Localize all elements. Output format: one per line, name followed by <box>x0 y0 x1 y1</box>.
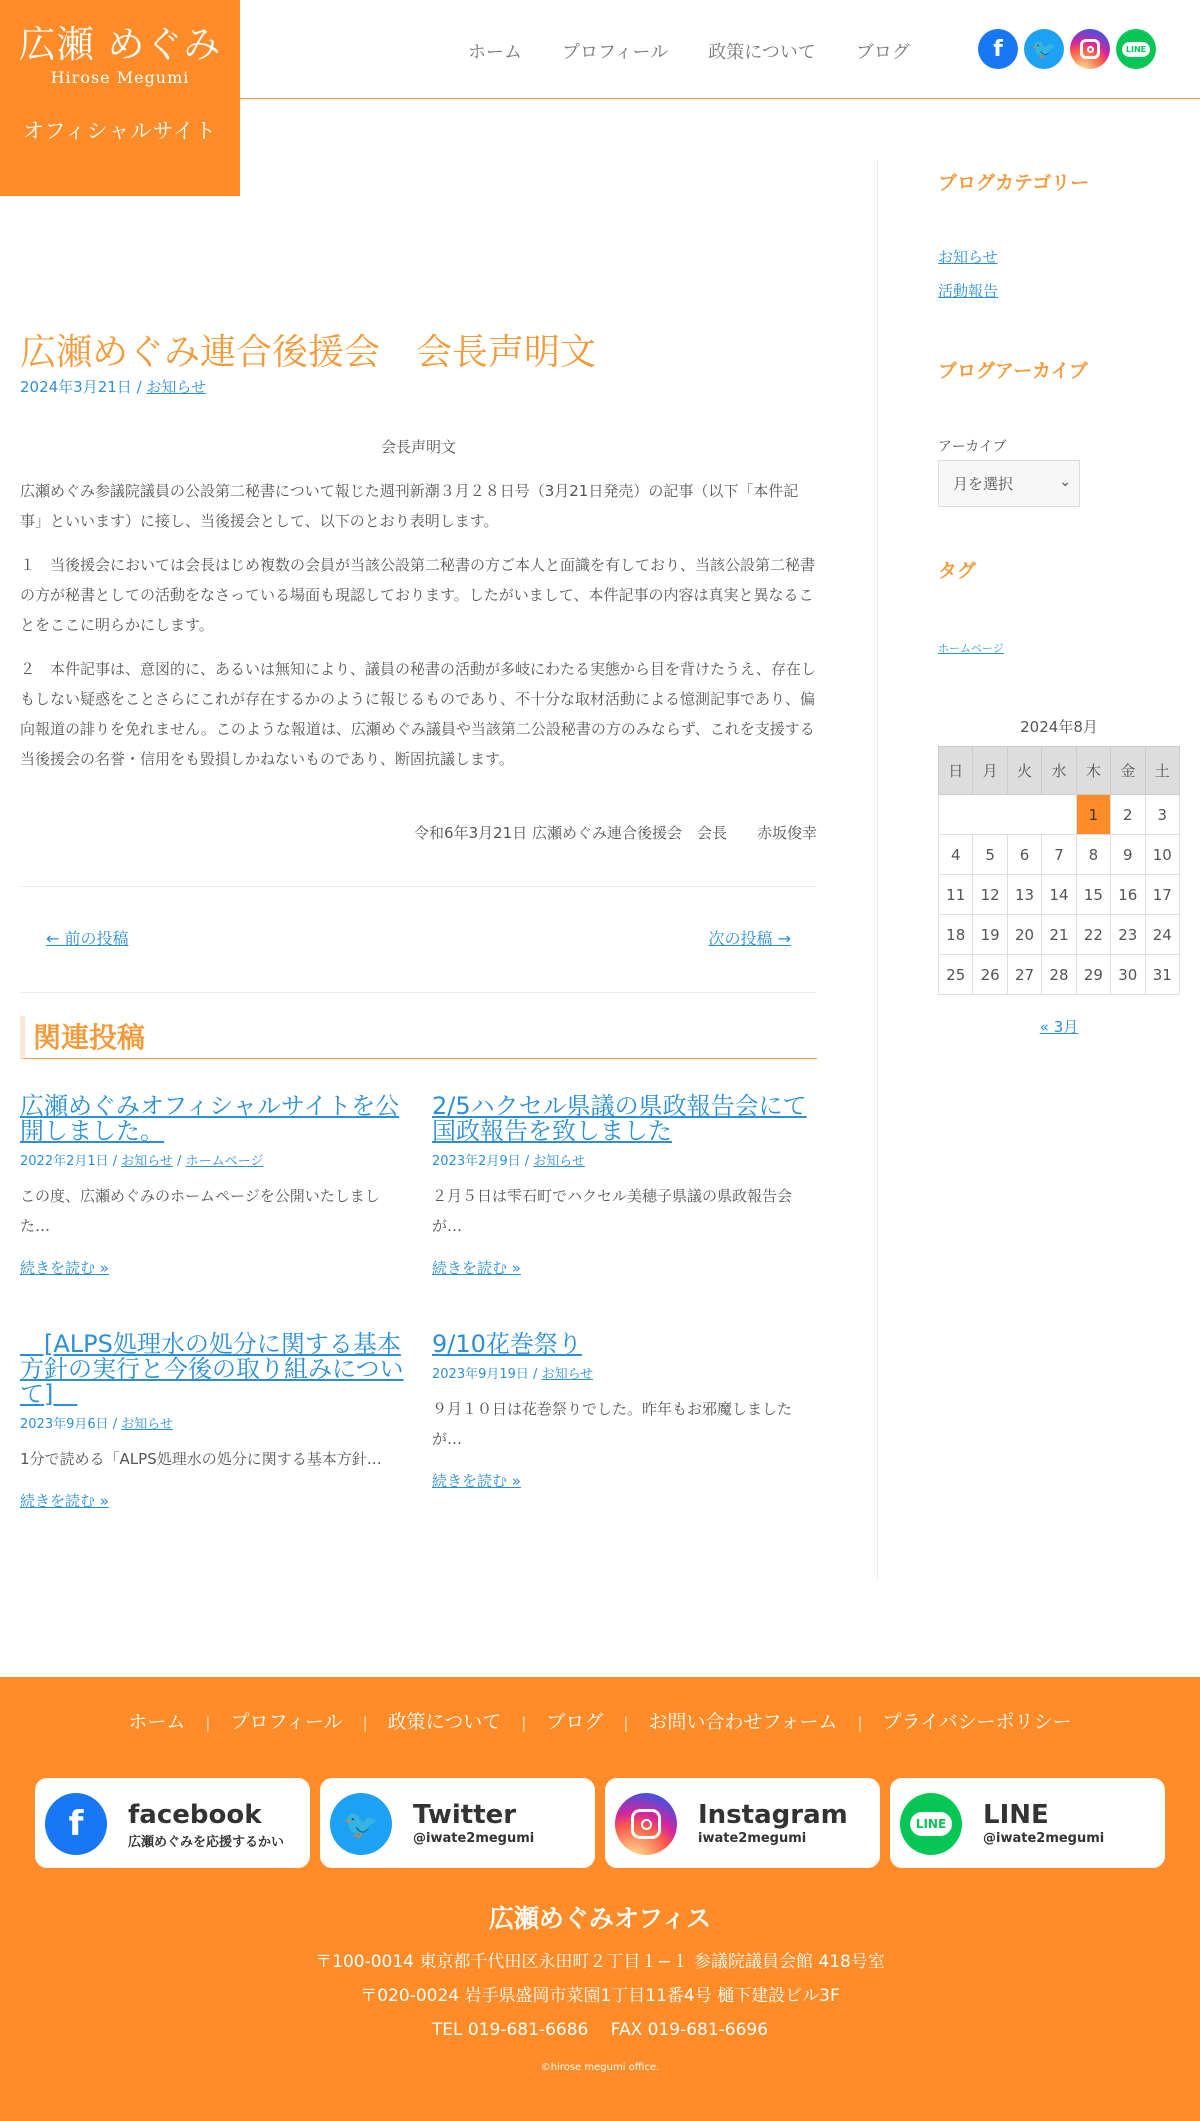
post-paragraph: ２ 本件記事は、意図的に、あるいは無知により、議員の秘書の活動が多岐にわたる実態から目を背けたうえ、存在しもしない疑惑をことさらにこれが存在するかのように報じるものであり、不十分な取材活動による憶測記事であり、偏向報道の誹りを免れません。このような報道は、広瀬めぐみ議員や当該第二公設秘書の方のみならず、これを支援する当後援会の名誉・信用をも毀損しかねないものであり、断固抗議します。 <box>20 660 816 768</box>
blog-archive-heading: ブログアーカイブ <box>938 360 1088 382</box>
calendar-day: 5 <box>973 835 1007 875</box>
morioka-address: 〒020-0024 岩手県盛岡市菜園1丁目11番4号 樋下建設ビル3F <box>360 1986 840 2006</box>
calendar-day: 2 <box>1111 795 1145 835</box>
post-title: 広瀬めぐみ連合後援会 会長声明文 <box>20 332 597 373</box>
card-name: LINE <box>983 1800 1049 1830</box>
related-post-excerpt: 1分で読める「ALPS処理水の処分に関する基本方針… <box>20 1450 382 1468</box>
footer-nav-blog[interactable]: ブログ <box>546 1711 604 1733</box>
calendar-day: 14 <box>1042 875 1076 915</box>
separator: | <box>521 1714 527 1732</box>
site-logo[interactable] <box>0 0 240 196</box>
next-post-link[interactable]: 次の投稿 → <box>708 929 791 948</box>
related-post-meta: 2023年2月9日 / お知らせ <box>432 1154 585 1169</box>
instagram-card[interactable] <box>605 1778 880 1868</box>
office-name: 広瀬めぐみオフィス <box>488 1904 712 1933</box>
facebook-icon[interactable]: f <box>978 29 1018 69</box>
category-link-activity[interactable]: 活動報告 <box>938 282 999 300</box>
blog-category-heading: ブログカテゴリー <box>938 172 1090 194</box>
tag-heading: タグ <box>938 560 977 582</box>
logo-name: 広瀬 めぐみ <box>18 23 222 66</box>
archive-month-select[interactable] <box>938 460 1080 507</box>
calendar-day: 10 <box>1145 835 1179 875</box>
related-post <box>20 1332 405 1511</box>
calendar-day: 17 <box>1145 875 1179 915</box>
prev-post-link[interactable]: ← 前の投稿 <box>46 929 129 948</box>
archive-select-value: 月を選択 <box>953 475 1014 493</box>
calendar-weekday: 土 <box>1145 747 1179 795</box>
facebook-icon: f <box>45 1793 107 1855</box>
chevron-down-icon: ⌄ <box>1059 474 1071 490</box>
read-more-link[interactable]: 続きを読む » <box>432 1259 521 1277</box>
nav-policy[interactable]: 政策について <box>708 42 816 63</box>
related-posts-heading: 関連投稿 <box>20 1016 817 1059</box>
tag-link-homepage[interactable]: ホームページ <box>938 642 1004 655</box>
separator: | <box>362 1714 368 1732</box>
card-name: Twitter <box>413 1800 517 1830</box>
related-post-meta: 2023年9月19日 / お知らせ <box>432 1367 594 1382</box>
statement-signature: 令和6年3月21日 広瀬めぐみ連合後援会 会長 赤坂俊幸 <box>414 824 817 842</box>
footer-nav-privacy[interactable]: プライバシーポリシー <box>882 1711 1072 1733</box>
nav-profile[interactable]: プロフィール <box>562 42 669 63</box>
contact-numbers: TEL 019-681-6686 FAX 019-681-6696 <box>431 2020 769 2040</box>
site-header <box>0 0 1200 143</box>
separator: | <box>623 1714 629 1732</box>
related-post-excerpt: ９月１０日は花巻祭りでした。昨年もお邪魔しましたが… <box>432 1400 793 1448</box>
calendar-day: 7 <box>1042 835 1076 875</box>
logo-official-label: オフィシャルサイト <box>23 119 217 143</box>
line-icon: LINE <box>900 1793 962 1855</box>
related-post-date: 2022年2月1日 <box>20 1154 109 1169</box>
related-post-excerpt: ２月５日は雫石町でハクセル美穂子県議の県政報告会が… <box>432 1187 793 1235</box>
calendar-week <box>939 835 1180 875</box>
card-sub: 広瀬めぐみを応援するかい <box>128 1835 285 1850</box>
calendar-day: 22 <box>1076 915 1110 955</box>
twitter-icon: 🐦 <box>330 1793 392 1855</box>
calendar-day: 12 <box>973 875 1007 915</box>
related-post-category[interactable]: お知らせ <box>121 1417 173 1432</box>
post-meta: 2024年3月21日 / お知らせ <box>20 378 206 396</box>
related-post <box>432 1332 817 1491</box>
calendar-day: 21 <box>1042 915 1076 955</box>
calendar-weekday: 月 <box>973 747 1007 795</box>
related-post-date: 2023年2月9日 <box>432 1154 521 1169</box>
facebook-card[interactable] <box>35 1778 310 1868</box>
related-post-meta: 2022年2月1日 / お知らせ / ホームページ <box>20 1154 264 1169</box>
separator: | <box>205 1714 211 1732</box>
calendar-day: 16 <box>1111 875 1145 915</box>
footer-nav <box>0 1707 1200 1734</box>
divider <box>20 992 817 993</box>
related-post-date: 2023年9月6日 <box>20 1417 109 1432</box>
archive-label: アーカイブ <box>938 439 1007 455</box>
blog-calendar <box>938 746 1180 995</box>
calendar-weekday: 金 <box>1111 747 1145 795</box>
calendar-day: 1 <box>1076 795 1110 835</box>
calendar-week <box>939 915 1180 955</box>
main-nav <box>468 38 950 64</box>
calendar-day: 27 <box>1007 955 1041 995</box>
header-social-links <box>978 29 1162 69</box>
calendar-day: 13 <box>1007 875 1041 915</box>
calendar-day: 30 <box>1111 955 1145 995</box>
calendar-day: 28 <box>1042 955 1076 995</box>
tokyo-address: 〒100-0014 東京都千代田区永田町２丁目１−１ 参議院議員会館 418号室 <box>315 1952 885 1972</box>
read-more-link[interactable]: 続きを読む » <box>20 1259 109 1277</box>
calendar-week <box>939 955 1180 995</box>
nav-blog[interactable]: ブログ <box>855 42 910 63</box>
related-post-title[interactable]: 9/10花巻祭り <box>432 1330 582 1358</box>
calendar-day: 9 <box>1111 835 1145 875</box>
card-sub: @iwate2megumi <box>983 1831 1105 1846</box>
instagram-icon <box>615 1793 677 1855</box>
calendar-day: 3 <box>1145 795 1179 835</box>
footer-nav-contact[interactable]: お問い合わせフォーム <box>648 1711 838 1733</box>
twitter-card[interactable] <box>320 1778 595 1868</box>
calendar-empty-cell <box>939 795 1077 835</box>
line-card[interactable] <box>890 1778 1165 1868</box>
calendar-day: 18 <box>939 915 973 955</box>
calendar-week <box>939 795 1180 835</box>
category-link-news[interactable]: お知らせ <box>938 248 998 266</box>
line-icon[interactable]: LINE <box>1116 29 1156 69</box>
calendar-weekday: 木 <box>1076 747 1110 795</box>
calendar-week <box>939 875 1180 915</box>
related-post-category[interactable]: お知らせ <box>533 1154 585 1169</box>
copyright: ©hirose megumi office. <box>540 2062 660 2073</box>
footer-nav-policy[interactable]: 政策について <box>387 1711 502 1733</box>
post-category-link[interactable]: お知らせ <box>146 378 206 396</box>
nav-home[interactable]: ホーム <box>468 42 522 63</box>
footer-social-cards <box>35 1778 1175 1868</box>
related-post-date: 2023年9月19日 <box>432 1367 529 1382</box>
calendar-day: 26 <box>973 955 1007 995</box>
post-paragraph: １ 当後援会においては会長はじめ複数の会員が当該公設第二秘書の方ご本人と面識を有しており、当該公設第二秘書の方が秘書としての活動をなさっている場面も現認しております。したがいまして、本件記事の内容は真実と異なることをここに明らかにします。 <box>20 556 816 634</box>
footer-nav-profile[interactable]: プロフィール <box>230 1711 343 1733</box>
calendar-day: 8 <box>1076 835 1110 875</box>
separator: | <box>857 1714 863 1732</box>
instagram-icon[interactable] <box>1070 29 1110 69</box>
card-name: facebook <box>128 1800 262 1830</box>
calendar-weekday: 水 <box>1042 747 1076 795</box>
related-post-excerpt: この度、広瀬めぐみのホームページを公開いたしました… <box>20 1187 380 1235</box>
calendar-day: 11 <box>939 875 973 915</box>
calendar-day: 4 <box>939 835 973 875</box>
calendar-day: 20 <box>1007 915 1041 955</box>
calendar-day: 25 <box>939 955 973 995</box>
post-paragraph: 広瀬めぐみ参議院議員の公設第二秘書について報じた週刊新潮３月２８日号（3月21日発売）の記事（以下「本件記事」といいます）に接し、当後援会として、以下のとおり表明します。 <box>20 482 799 530</box>
related-post-category[interactable]: お知らせ <box>121 1154 173 1169</box>
calendar-day: 31 <box>1145 955 1179 995</box>
related-post <box>20 1094 405 1278</box>
logo-romaji: Hirose Megumi <box>50 68 190 87</box>
post-body <box>20 432 817 862</box>
read-more-link[interactable]: 続きを読む » <box>20 1492 109 1510</box>
related-post-category[interactable]: お知らせ <box>541 1367 594 1382</box>
calendar-caption: 2024年8月 <box>1020 718 1098 736</box>
related-post-category[interactable]: ホームページ <box>185 1154 264 1169</box>
card-name: Instagram <box>698 1800 848 1830</box>
calendar-day: 23 <box>1111 915 1145 955</box>
read-more-link[interactable]: 続きを読む » <box>432 1472 521 1490</box>
post-date: 2024年3月21日 <box>20 378 132 396</box>
related-post-meta: 2023年9月6日 / お知らせ <box>20 1417 173 1432</box>
calendar-day: 15 <box>1076 875 1110 915</box>
calendar-day: 29 <box>1076 955 1110 995</box>
card-sub: @iwate2megumi <box>413 1831 535 1846</box>
related-post-title[interactable]: 広瀬めぐみオフィシャルサイトを公開しました。 <box>20 1092 400 1145</box>
related-post-title[interactable]: [ALPS処理水の処分に関する基本方針の実行と今後の取り組みについて] <box>20 1330 404 1408</box>
card-sub: iwate2megumi <box>698 1831 807 1846</box>
related-post-title[interactable]: 2/5ハクセル県議の県政報告会にて国政報告を致しました <box>432 1092 807 1145</box>
sidebar-divider <box>877 160 878 1580</box>
divider <box>20 886 817 887</box>
footer-nav-home[interactable]: ホーム <box>128 1711 186 1733</box>
calendar-day: 6 <box>1007 835 1041 875</box>
calendar-prev-month-link[interactable]: « 3月 <box>1039 1018 1079 1036</box>
calendar-weekday: 日 <box>939 747 973 795</box>
calendar-weekday: 火 <box>1007 747 1041 795</box>
statement-heading: 会長声明文 <box>380 438 456 456</box>
site-footer <box>0 1677 1200 2121</box>
calendar-day: 24 <box>1145 915 1179 955</box>
related-post <box>432 1094 817 1278</box>
calendar-day: 19 <box>973 915 1007 955</box>
twitter-icon[interactable]: 🐦 <box>1024 29 1064 69</box>
